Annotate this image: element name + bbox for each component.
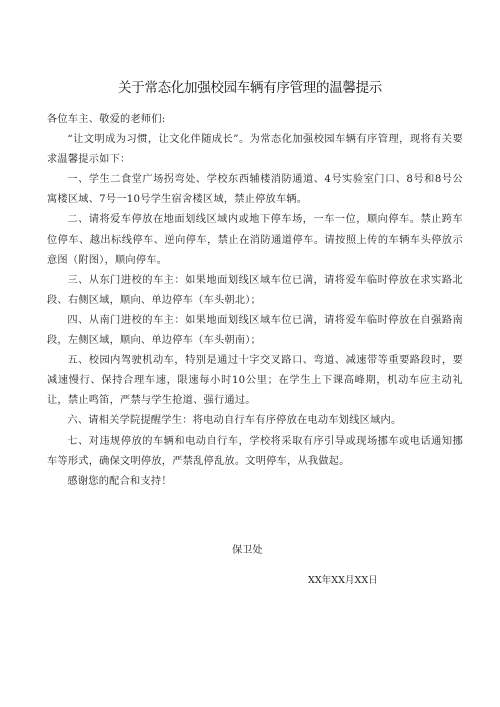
closing-line: 感谢您的配合和支持！	[67, 475, 172, 487]
salutation: 各位车主、敬爱的老师们:	[47, 114, 166, 125]
notice-item-6: 六、请相关学院提醒学生：将电动自行车有序停放在电动车划线区域内。	[67, 415, 402, 427]
notice-item-4: 四、从南门进校的车主：如果地面划线区域车位已满，请将爱车临时停放在自强路南段，左侧区域，顺向、单边停车（车头朝南）；	[47, 314, 463, 347]
signature-department: 保卫处	[232, 545, 263, 556]
signature-date: XX年XX月XX日	[308, 575, 378, 586]
notice-item-7: 七、对违规停放的车辆和电动自行车，学校将采取有序引导或现场挪车或电话通知挪车等形式，确保文明停放，严禁乱停乱放。文明停车，从我做起。	[47, 435, 463, 467]
notice-item-2: 二、请将爱车停放在地面划线区域内或地下停车场，一车一位，顺向停车。禁止跨车位停车、越出标线停车、逆向停车，禁止在消防通道停车。请按照上传的车辆车头停放示意图（附图），顺向停车。	[47, 214, 463, 266]
document-title: 关于常态化加强校园车辆有序管理的温馨提示	[118, 80, 382, 96]
notice-item-3: 三、从东门进校的车主：如果地面划线区域车位已满，请将爱车临时停放在求实路北段、右侧区域，顺向、单边停车（车头朝北）；	[47, 274, 463, 306]
document-body	[47, 110, 463, 492]
intro-paragraph: “让文明成为习惯，让文化伴随成长”。为常态化加强校园车辆有序管理，现将有关要求温馨提示如下：	[47, 134, 463, 166]
notice-item-1: 一、学生二食堂广场拐弯处、学校东西辅楼消防通道、4号实验室门口、8号和8号公寓楼区域、7号一10号学生宿舍楼区域，禁止停放车辆。	[47, 174, 463, 206]
notice-item-5: 五、校园内驾驶机动车，特别是通过十字交叉路口、弯道、减速带等重要路段时，要减速慢行、保持合理车速，限速每小时10公里；在学生上下课高峰期，机动车应主动礼让，禁止鸣笛，严禁与学生抢道、强行通过。	[47, 355, 463, 407]
